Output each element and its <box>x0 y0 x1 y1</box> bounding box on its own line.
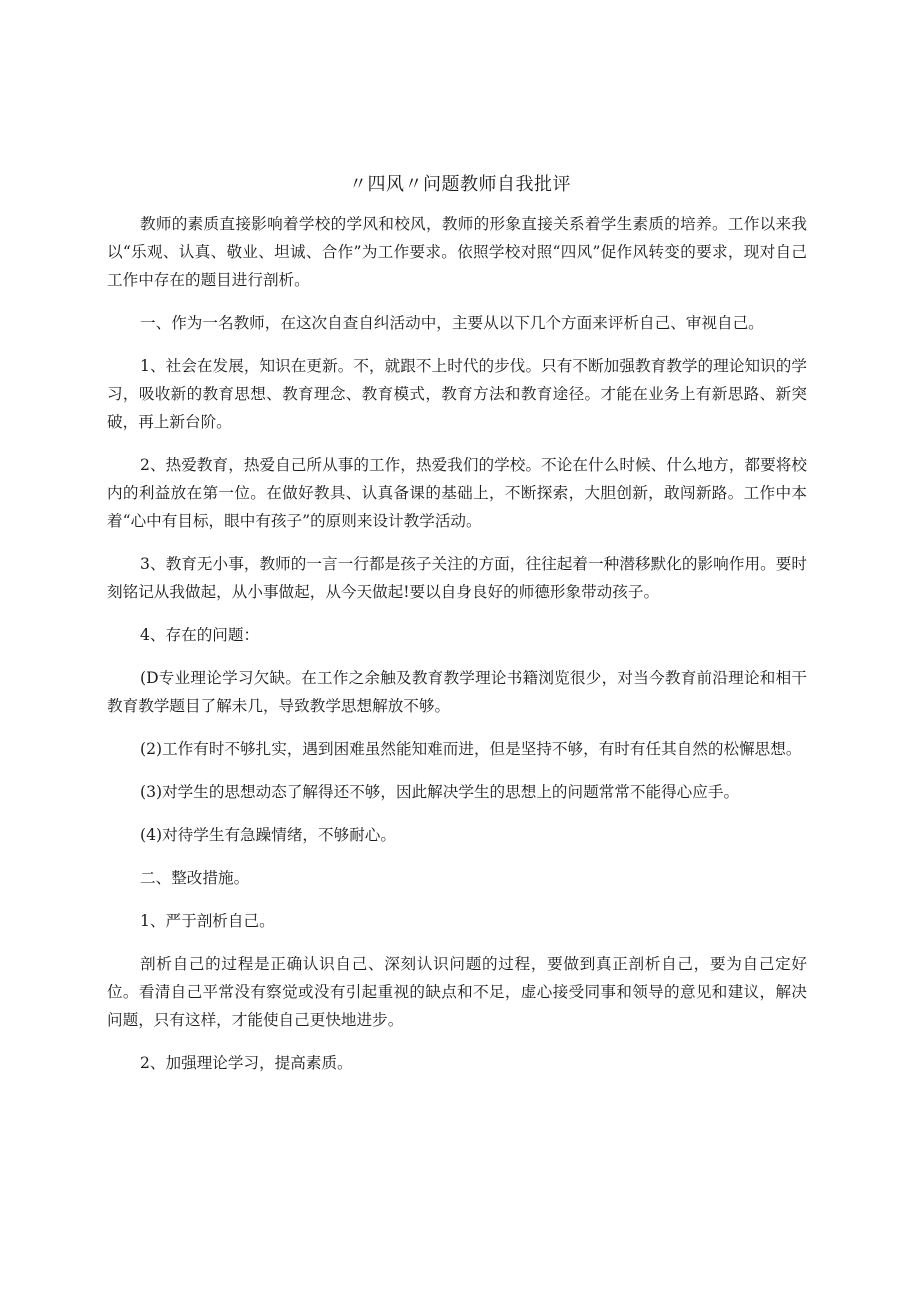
paragraph-measure-2-heading: 2、加强理论学习，提高素质。 <box>140 1054 353 1072</box>
paragraph-problem-2: (2)工作有时不够扎实，遇到困难虽然能知难而进，但是坚持不够，有时有任其自然的松懈思想。 <box>140 740 802 758</box>
paragraph-measure-1-body: 剖析自己的过程是正确认识自己、深刻认识问题的过程，要做到真正剖析自己，要为自己定好位。看清自己平常没有察觉或没有引起重视的缺点和不足，虚心接受同事和领导的意见和建议，解决问题，只有这样，才能使自己更快地进步。 <box>107 955 807 1029</box>
paragraph-item-3: 3、教育无小事，教师的一言一行都是孩子关注的方面，往往起着一种潜移默化的影响作用。要时刻铭记从我做起，从小事做起，从今天做起!要以自身良好的师德形象带动孩子。 <box>107 555 807 601</box>
paragraph-section-1-heading: 一、作为一名教师，在这次自查自纠活动中，主要从以下几个方面来评析自己、审视自己。 <box>140 314 764 332</box>
paragraph-item-4: 4、存在的问题： <box>140 626 260 644</box>
document-body <box>107 210 807 1092</box>
paragraph-problem-1: (D专业理论学习欠缺。在工作之余触及教育教学理论书籍浏览很少，对当今教育前沿理论和相干教育教学题目了解未几，导致教学思想解放不够。 <box>107 669 807 715</box>
paragraph-item-1: 1、社会在发展，知识在更新。不，就跟不上时代的步伐。只有不断加强教育教学的理论知识的学习，吸收新的教育思想、教育理念、教育模式，教育方法和教育途径。才能在业务上有新思路、新突破，再上新台阶。 <box>107 357 807 431</box>
paragraph-problem-4: (4)对待学生有急躁情绪，不够耐心。 <box>140 826 396 844</box>
paragraph-problem-3: (3)对学生的思想动态了解得还不够，因此解决学生的思想上的问题常常不能得心应手。 <box>140 783 740 801</box>
paragraph-section-2-heading: 二、整改措施。 <box>140 869 250 887</box>
paragraph-intro: 教师的素质直接影响着学校的学风和校风，教师的形象直接关系着学生素质的培养。工作以来我以“乐观、认真、敬业、坦诚、合作”为工作要求。依照学校对照“四风”促作风转变的要求，现对自己工作中存在的题目进行剖析。 <box>107 215 807 289</box>
paragraph-item-2: 2、热爱教育，热爱自己所从事的工作，热爱我们的学校。不论在什么时候、什么地方，都要将校内的利益放在第一位。在做好教具、认真备课的基础上，不断探索，大胆创新，敢闯新路。工作中本着“心中有目标，眼中有孩子”的原则来设计教学活动。 <box>107 456 807 530</box>
paragraph-measure-1-heading: 1、严于剖析自己。 <box>140 912 275 930</box>
document-title: 〃四风〃问题教师自我批评 <box>349 174 571 195</box>
